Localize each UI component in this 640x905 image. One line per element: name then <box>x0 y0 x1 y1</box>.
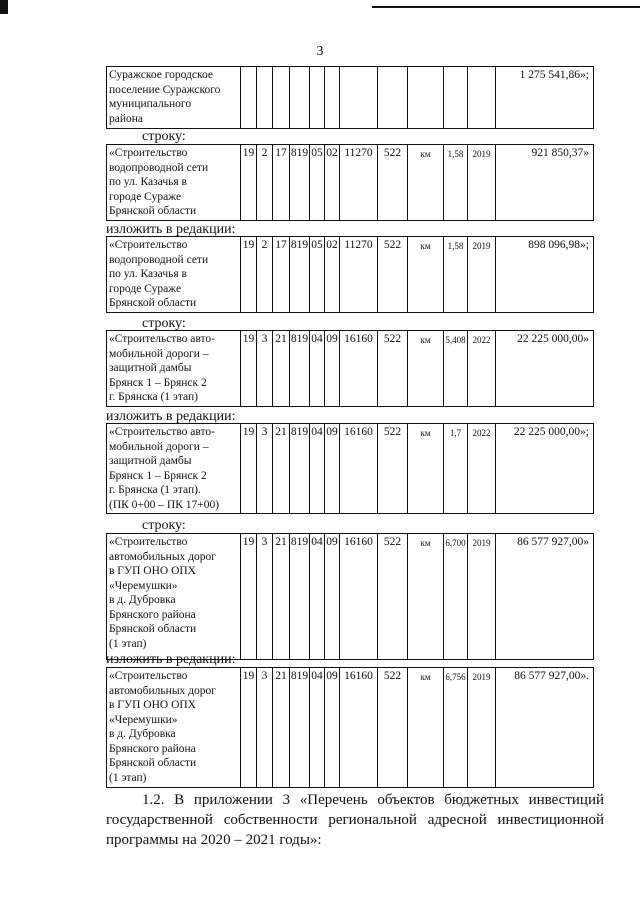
instruction-line: строку: <box>142 316 186 331</box>
code-cell: 04 <box>310 534 325 660</box>
code-cell: 11270 <box>340 145 378 221</box>
code-cell: 3 <box>257 534 273 660</box>
code-cell <box>444 67 468 129</box>
table-row <box>107 424 594 514</box>
code-cell: 19 <box>241 424 257 514</box>
code-cell <box>310 67 325 129</box>
code-cell <box>257 67 273 129</box>
amount-cell: 898 096,98»; <box>496 237 594 313</box>
code-cell: 21 <box>273 668 290 788</box>
code-cell <box>378 67 408 129</box>
object-name-cell: «Строительство авто- мобильной дороги – защитной дамбы Брянск 1 – Брянск 2 г. Брянска (1 этап). (ПК 0+00 – ПК 17+00) <box>107 424 241 514</box>
code-cell: 522 <box>378 145 408 221</box>
code-cell: 21 <box>273 331 290 407</box>
code-cell: 819 <box>290 237 310 313</box>
code-cell: 16160 <box>340 668 378 788</box>
code-cell <box>408 67 444 129</box>
amount-cell: 86 577 927,00». <box>496 668 594 788</box>
code-cell: 19 <box>241 668 257 788</box>
table-block <box>106 533 594 660</box>
code-cell: 2019 <box>468 237 496 313</box>
code-cell: км <box>408 424 444 514</box>
code-cell: 05 <box>310 237 325 313</box>
amount-cell: 921 850,37» <box>496 145 594 221</box>
code-cell: 3 <box>257 668 273 788</box>
code-cell: 04 <box>310 668 325 788</box>
code-cell: 2 <box>257 237 273 313</box>
code-cell: 522 <box>378 534 408 660</box>
code-cell: 2019 <box>468 145 496 221</box>
table-block <box>106 236 594 313</box>
code-cell: 19 <box>241 145 257 221</box>
table-block <box>106 330 594 407</box>
code-cell: 2022 <box>468 331 496 407</box>
code-cell: 09 <box>325 424 340 514</box>
table-block <box>106 667 594 788</box>
code-cell: 522 <box>378 331 408 407</box>
code-cell: 19 <box>241 534 257 660</box>
code-cell: 21 <box>273 424 290 514</box>
code-cell: 17 <box>273 145 290 221</box>
instruction-line: строку: <box>142 518 186 533</box>
code-cell: 2019 <box>468 534 496 660</box>
table-row <box>107 145 594 221</box>
object-name-cell: Суражское городское поселение Суражского муниципального района <box>107 67 241 129</box>
code-cell: 2019 <box>468 668 496 788</box>
code-cell <box>340 67 378 129</box>
object-name-cell: «Строительство водопроводной сети по ул. Казачья в городе Сураже Брянской области <box>107 145 241 221</box>
code-cell: 04 <box>310 424 325 514</box>
code-cell: 17 <box>273 237 290 313</box>
code-cell: 19 <box>241 237 257 313</box>
header-rule <box>372 6 640 8</box>
code-cell: 2 <box>257 145 273 221</box>
code-cell: 2022 <box>468 424 496 514</box>
instruction-line: изложить в редакции: <box>106 652 236 667</box>
code-cell: 3 <box>257 331 273 407</box>
code-cell: 522 <box>378 424 408 514</box>
code-cell: 522 <box>378 668 408 788</box>
corner-mark <box>0 0 8 14</box>
code-cell: 09 <box>325 331 340 407</box>
page-number: 3 <box>316 44 324 59</box>
amount-cell: 1 275 541,86»; <box>496 67 594 129</box>
code-cell: 11270 <box>340 237 378 313</box>
object-name-cell: «Строительство автомобильных дорог в ГУП ОНО ОПХ «Черемушки» в д. Дубровка Брянского района Брянской области (1 этап) <box>107 534 241 660</box>
code-cell: 819 <box>290 424 310 514</box>
code-cell: 6,700 <box>444 534 468 660</box>
code-cell: 819 <box>290 331 310 407</box>
code-cell: км <box>408 534 444 660</box>
code-cell: 09 <box>325 668 340 788</box>
code-cell <box>468 67 496 129</box>
instruction-line: изложить в редакции: <box>106 409 236 424</box>
object-name-cell: «Строительство авто- мобильной дороги – защитной дамбы Брянск 1 – Брянск 2 г. Брянска (1 этап) <box>107 331 241 407</box>
code-cell: 1,58 <box>444 237 468 313</box>
table-block <box>106 144 594 221</box>
code-cell: 1,7 <box>444 424 468 514</box>
table-row <box>107 668 594 788</box>
code-cell: 04 <box>310 331 325 407</box>
table-row <box>107 534 594 660</box>
code-cell: 16160 <box>340 534 378 660</box>
code-cell: 522 <box>378 237 408 313</box>
code-cell: км <box>408 331 444 407</box>
code-cell: 19 <box>241 331 257 407</box>
code-cell: 819 <box>290 668 310 788</box>
instruction-line: строку: <box>142 129 186 144</box>
code-cell: 16160 <box>340 424 378 514</box>
code-cell <box>273 67 290 129</box>
code-cell: км <box>408 668 444 788</box>
code-cell: км <box>408 237 444 313</box>
paragraph-1-2: 1.2. В приложении 3 «Перечень объектов бюджетных инвестиций государственной собственности региональной адресной инвестиционной программы на 2020 – 2021 годы»: <box>106 792 604 848</box>
amount-cell: 22 225 000,00»; <box>496 424 594 514</box>
code-cell: 5,408 <box>444 331 468 407</box>
code-cell: 02 <box>325 145 340 221</box>
table-row <box>107 67 594 129</box>
code-cell: 1,58 <box>444 145 468 221</box>
code-cell: км <box>408 145 444 221</box>
table-block <box>106 66 594 129</box>
code-cell: 819 <box>290 145 310 221</box>
code-cell <box>241 67 257 129</box>
code-cell: 09 <box>325 534 340 660</box>
table-row <box>107 331 594 407</box>
code-cell: 21 <box>273 534 290 660</box>
amount-cell: 86 577 927,00» <box>496 534 594 660</box>
code-cell: 05 <box>310 145 325 221</box>
code-cell: 16160 <box>340 331 378 407</box>
code-cell: 02 <box>325 237 340 313</box>
instruction-line: изложить в редакции: <box>106 222 236 237</box>
code-cell <box>325 67 340 129</box>
code-cell: 6,756 <box>444 668 468 788</box>
amount-cell: 22 225 000,00» <box>496 331 594 407</box>
object-name-cell: «Строительство водопроводной сети по ул. Казачья в городе Сураже Брянской области <box>107 237 241 313</box>
code-cell <box>290 67 310 129</box>
table-block <box>106 423 594 514</box>
table-row <box>107 237 594 313</box>
code-cell: 819 <box>290 534 310 660</box>
object-name-cell: «Строительство автомобильных дорог в ГУП ОНО ОПХ «Черемушки» в д. Дубровка Брянского района Брянской области (1 этап) <box>107 668 241 788</box>
code-cell: 3 <box>257 424 273 514</box>
